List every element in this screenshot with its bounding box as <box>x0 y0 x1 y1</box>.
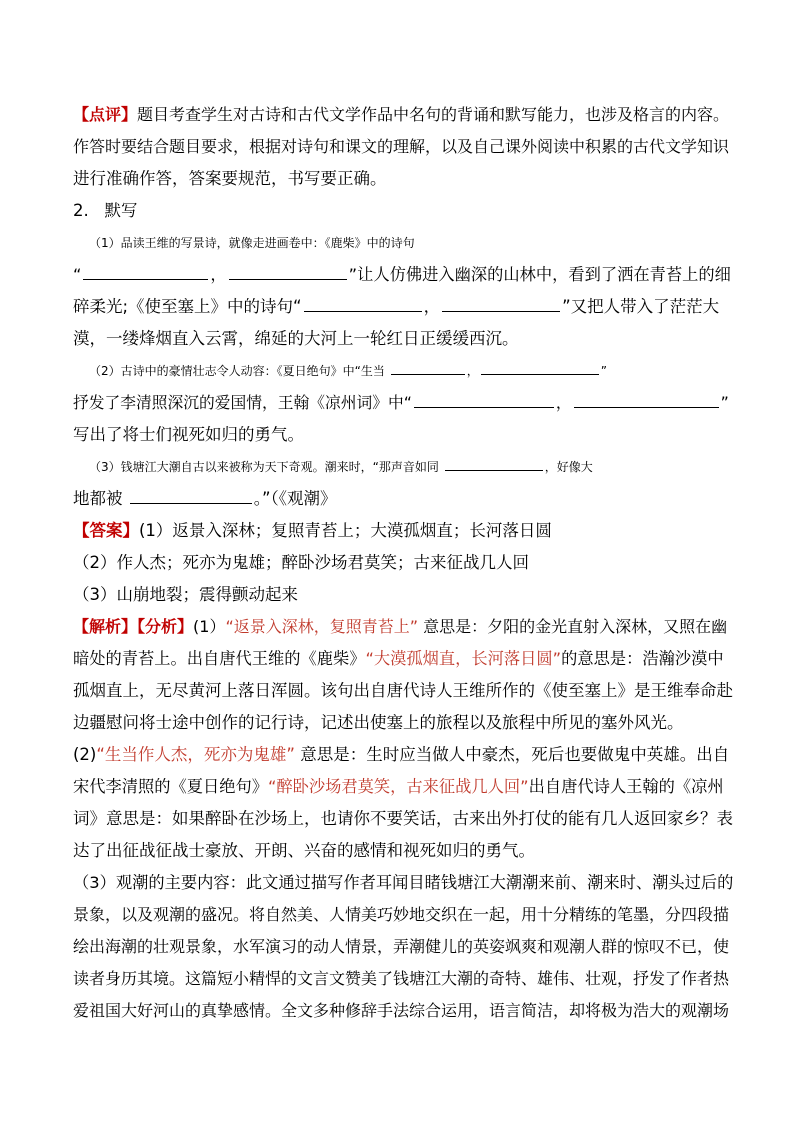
analysis-line-12 <box>73 963 733 995</box>
analysis-line-3 <box>73 675 733 707</box>
analysis-line-7 <box>73 803 733 835</box>
comma: ， <box>210 265 227 284</box>
comma: ， <box>423 297 441 316</box>
answer-blank[interactable] <box>574 389 719 408</box>
quoted-verse: “大漠孤烟直，长河落日圆” <box>365 649 562 668</box>
analysis-line-10 <box>73 899 733 931</box>
analysis-text: 景象，以及观潮的盛况。将自然美、人情美巧妙地交织在一起，用十分精练的笔墨，分四段描 <box>73 905 730 924</box>
answer-text-1: (1）返景入深林；复照青苔上；大漠孤烟直；长河落日圆 <box>139 521 552 540</box>
q1-line-3 <box>73 291 733 323</box>
quote-open: “ <box>73 265 82 284</box>
analysis-tag: 【解析】 <box>73 617 138 636</box>
q3-text-a: （3）钱塘江大潮自古以来被称为天下奇观。潮来时，“那声音如同 <box>89 460 439 474</box>
answer-blank[interactable] <box>83 261 208 280</box>
analysis-line-5 <box>73 739 733 771</box>
comment-line-3 <box>73 163 733 195</box>
answer-blank[interactable] <box>414 389 554 408</box>
comment-text-2: 作答时要结合题目要求，根据对诗句和课文的理解，以及自己课外阅读中积累的古代文学知识 <box>73 137 730 156</box>
analysis-text: 边疆慰问将士途中创作的记行诗，记述出使塞上的旅程以及旅程中所见的塞外风光。 <box>73 713 684 732</box>
answer-tag: 【答案】 <box>73 521 139 540</box>
answer-text-3: （3）山崩地裂；震得颤动起来 <box>73 585 298 604</box>
answer-line-3 <box>73 579 733 611</box>
q1-text-c-rest: ”又把人带入了茫茫大 <box>562 297 720 316</box>
q1-text-a: （1）品读王维的写景诗，就像走进画卷中：《鹿柴》中的诗句 <box>89 236 415 250</box>
answer-blank[interactable] <box>391 356 465 375</box>
q1-line-1 <box>73 227 749 259</box>
q3-line-2 <box>73 483 733 515</box>
answer-blank[interactable] <box>442 293 560 312</box>
analysis-text: 爱祖国大好河山的真挚感情。全文多种修辞手法综合运用，语言简洁，却将极为浩大的观潮场 <box>73 1001 730 1020</box>
analysis-line-1 <box>73 611 733 643</box>
analysis-line-8 <box>73 835 733 867</box>
quote-close: ” <box>720 393 729 412</box>
analysis-text: 的意思是：浩瀚沙漠中 <box>561 649 724 668</box>
answer-line-2 <box>73 547 733 579</box>
analysis-subtag: 【分析】 <box>137 617 194 636</box>
comma: ， <box>555 393 572 412</box>
answer-blank[interactable] <box>445 452 543 471</box>
question-number: 2. <box>73 201 89 220</box>
quote-close: ” <box>600 364 607 378</box>
answer-text-2: （2）作人杰；死亦为鬼雄；醉卧沙场君莫笑；古来征战几人回 <box>73 553 529 572</box>
comment-text-1: 题目考查学生对古诗和古代文学作品中名句的背诵和默写能力，也涉及格言的内容。 <box>137 105 730 124</box>
analysis-text: 宋代李清照的《夏日绝句》 <box>73 777 268 796</box>
analysis-text: （3）观潮的主要内容：此文通过描写作者耳闻目睹钱塘江大潮潮来前、潮来时、潮头过后的 <box>73 873 734 892</box>
quoted-verse: “醉卧沙场君莫笑，古来征战几人回” <box>268 777 529 796</box>
quoted-verse: “生当作人杰，死亦为鬼雄” <box>96 745 295 764</box>
analysis-line-13 <box>73 995 733 1027</box>
q3-line-1 <box>73 451 749 483</box>
analysis-line-11 <box>73 931 733 963</box>
analysis-line-9 <box>73 867 733 899</box>
analysis-text: 绘出海潮的壮观景象，水军演习的动人情景，弄潮健儿的英姿飒爽和观潮人群的惊叹不已，使 <box>73 937 730 956</box>
answer-line-1 <box>73 515 733 547</box>
question-header <box>73 195 733 227</box>
q3-text-b-end: 。”（《观潮》 <box>253 489 337 508</box>
analysis-line-4 <box>73 707 733 739</box>
q1-text-b: ”让人仿佛进入幽深的山林中，看到了洒在青苔上的细 <box>348 265 731 284</box>
q2-text-b: 抒发了李清照深沉的爱国情，王翰《凉州词》中“ <box>73 393 412 412</box>
analysis-text: 词》意思是：如果醉卧在沙场上，也请你不要笑话，古来出外打仗的能有几人返回家乡？表 <box>73 809 733 828</box>
q2-line-1 <box>73 355 749 387</box>
analysis-line-2 <box>73 643 733 675</box>
q1-line-4 <box>73 323 733 355</box>
comment-line-2 <box>73 131 733 163</box>
analysis-text: (2) <box>73 745 97 764</box>
q1-text-d: 漠，一缕烽烟直入云霄，绵延的大河上一轮红日正缓缓西沉。 <box>73 329 519 348</box>
q3-text-a-end: ，好像大 <box>544 460 593 474</box>
answer-blank[interactable] <box>304 293 422 312</box>
comment-text-3: 进行准确作答，答案要规范，书写要正确。 <box>73 169 387 188</box>
analysis-line-6 <box>73 771 733 803</box>
q2-text-c: 写出了将士们视死如归的勇气。 <box>73 425 304 444</box>
q2-line-2 <box>73 387 733 419</box>
q2-line-3 <box>73 419 733 451</box>
comment-line-1 <box>73 99 733 131</box>
q3-text-b: 地都被 <box>73 489 123 508</box>
analysis-text: 读者身历其境。这篇短小精悍的文言文赞美了钱塘江大潮的奇特、雄伟、壮观，抒发了作者热 <box>73 969 730 988</box>
analysis-text: 达了出征战征战士豪放、开朗、兴奋的感情和视死如归的勇气。 <box>73 841 535 860</box>
analysis-text: (1） <box>193 617 226 636</box>
answer-blank[interactable] <box>130 485 252 504</box>
answer-blank[interactable] <box>481 356 599 375</box>
q2-text-a: （2）古诗中的豪情壮志令人动容：《夏日绝句》中“生当 <box>89 364 385 378</box>
comment-tag: 【点评】 <box>73 105 138 124</box>
answer-blank[interactable] <box>229 261 347 280</box>
analysis-text: 孤烟直上，无尽黄河上落日浑圆。该句出自唐代诗人王维所作的《使至塞上》是王维奉命赴 <box>73 681 733 700</box>
comma: ， <box>466 364 479 378</box>
q1-line-2 <box>73 259 733 291</box>
q1-text-c: 碎柔光;《使至塞上》中的诗句“ <box>73 297 302 316</box>
analysis-text: 出自唐代诗人王翰的《凉州 <box>528 777 724 796</box>
analysis-text: 暗处的青苔上。出自唐代王维的《鹿柴》 <box>73 649 366 668</box>
analysis-text: 意思是：生时应当做人中豪杰，死后也要做鬼中英雄。出自 <box>300 745 730 764</box>
analysis-text: 意思是：夕阳的金光直射入深林，又照在幽 <box>423 617 728 636</box>
question-title: 默写 <box>104 201 138 220</box>
quoted-verse: “返景入深林，复照青苔上” <box>225 617 419 636</box>
